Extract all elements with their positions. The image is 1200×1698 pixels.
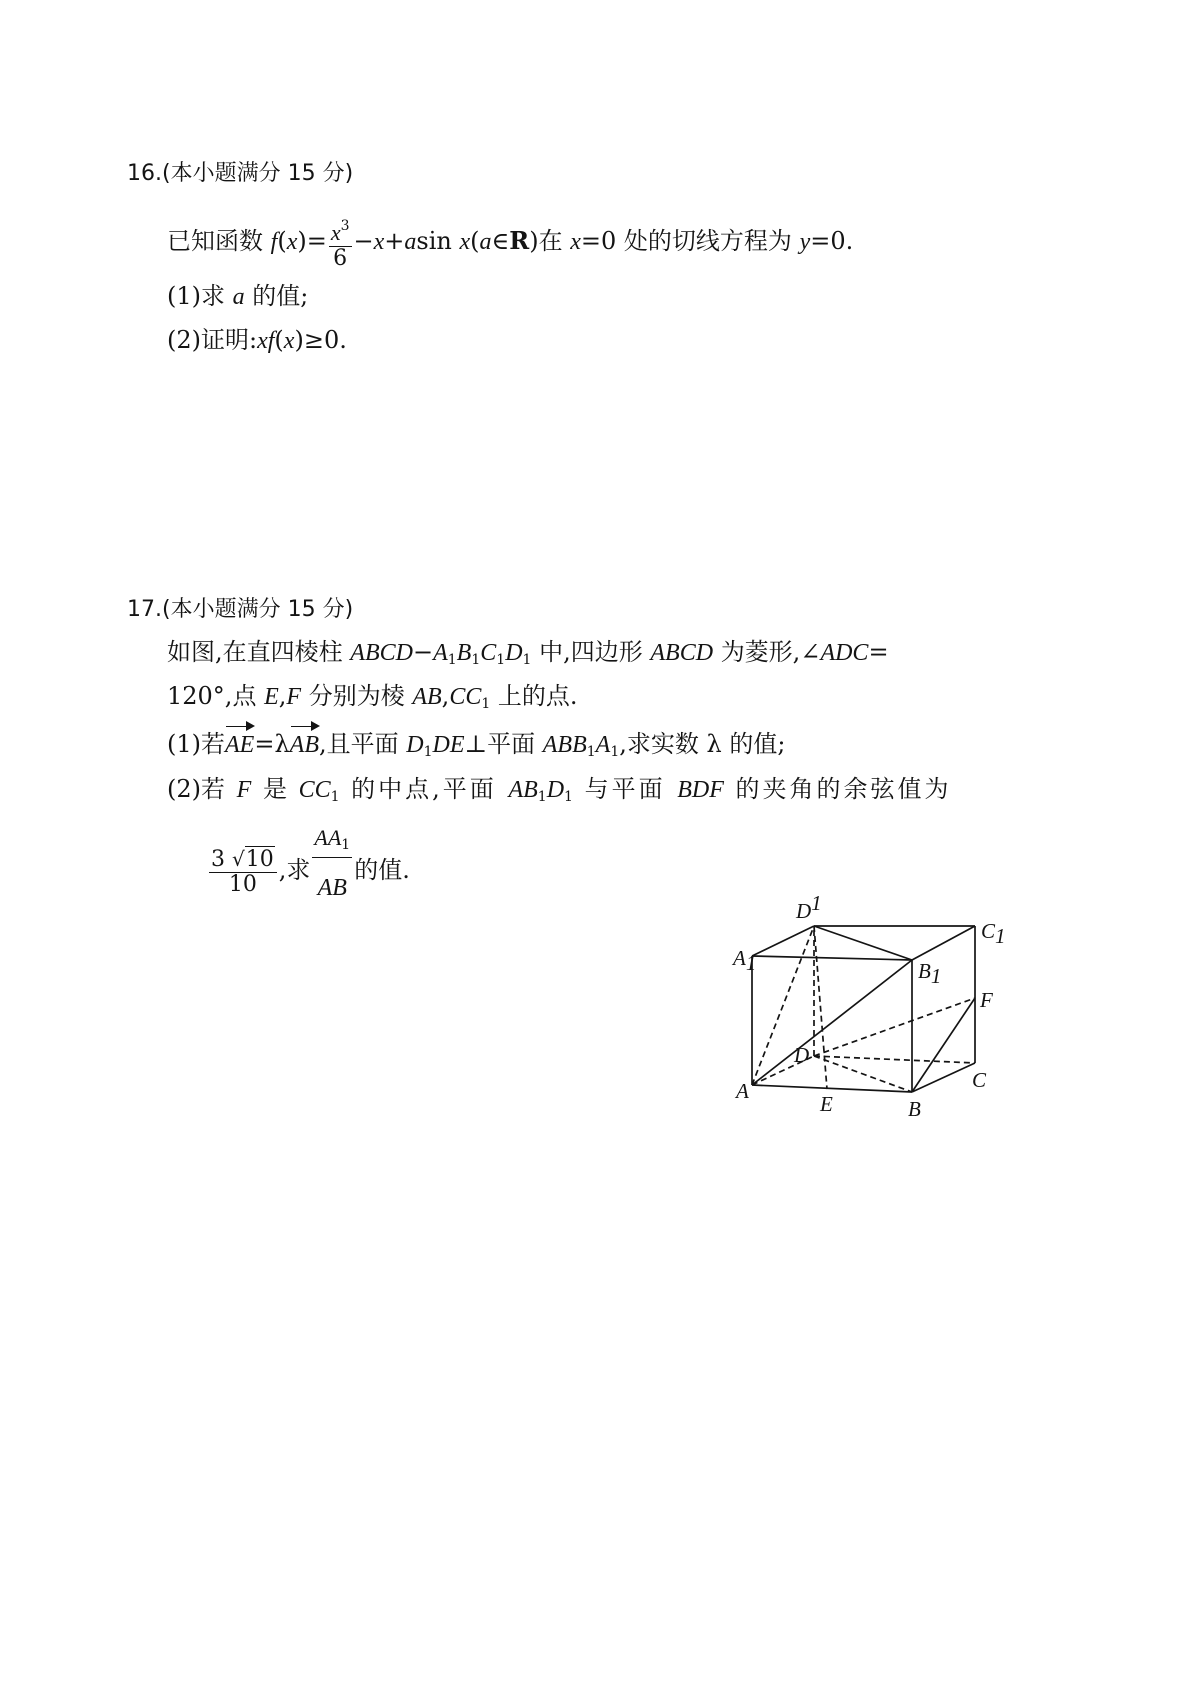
q16-number: 16. [127, 161, 162, 186]
label-F: F [980, 988, 993, 1012]
q16-func: f [270, 229, 278, 255]
q16-part1-var: a [232, 284, 245, 310]
q17-cos-num-3: 3 [211, 846, 225, 872]
q17-vector-AB: AB [290, 729, 319, 761]
sub-1: 1 [330, 789, 340, 805]
q17-comma2: , [441, 682, 450, 710]
q16-part1-suffix: 的值; [252, 282, 309, 310]
edge-D-C [814, 1056, 975, 1063]
q16-in: ∈ [491, 227, 510, 255]
q17-p2b: 是 [262, 775, 287, 803]
q17-p2g: 的值. [354, 856, 410, 884]
q17-CC: CC [449, 684, 482, 710]
q16-frac-num: x [330, 220, 341, 245]
q16-x0-eq: =0 处的切线方程为 [580, 227, 792, 255]
q16-part2-expr: xf [257, 328, 275, 354]
q17-number: 17. [127, 597, 162, 622]
edge-A-B1 [752, 960, 912, 1085]
label-C: C [972, 1068, 987, 1092]
q16-part2-suffix: ≥0. [303, 326, 347, 354]
q17-cos-num-sqrt: 10 [245, 846, 274, 872]
q16-frac-den: 6 [333, 246, 348, 271]
label-A1: A1 [733, 946, 757, 975]
q17-ratio-den: AB [317, 875, 347, 901]
q17-p1a: (1)若 [167, 730, 225, 758]
sub-1: 1 [586, 744, 596, 760]
q17-part-2: (2)若 F 是 $CC_1$ 的中点,平面 $AB_1D_1$ 与平面 BDF 的夹角的余弦值为 [167, 775, 952, 805]
q17-cos-fraction: $\frac{3 √10}{10}$ [209, 847, 277, 897]
q17-prism: ABCD [350, 640, 413, 666]
q17-F: F [286, 684, 302, 710]
q17-p1-eq: =λ [254, 730, 290, 758]
edge-D-F [814, 998, 975, 1056]
edge-D-B [814, 1056, 912, 1092]
q17-comma: , [278, 682, 287, 710]
q16-part-2: (2)证明:xf(x)≥0. [167, 326, 347, 354]
q17-l1d: = [868, 638, 889, 666]
q16-stem: 已知函数 f(x)= $\frac{x^3}{6}$ −x+asin x(a∈R)在 x=0 处的切线方程为 y=0. [167, 214, 853, 271]
q16-score-note: (本小题满分 15 分) [162, 161, 354, 186]
q17-p1c: ⊥平面 [464, 730, 536, 758]
q17-part-1: (1)若AE=λAB,且平面 $D_1DE\perp$平面 $ABB_1A_1$,求实数 λ 的值; [167, 730, 786, 760]
label-C1: C1 [981, 919, 1006, 948]
q17-p2f: ,求 [278, 856, 311, 884]
q17-D1DE: DE [432, 732, 465, 758]
sub-1: 1 [564, 789, 573, 805]
q17-l1c: 为菱形,∠ [720, 638, 821, 666]
q17-dash: − [412, 638, 434, 666]
q17-l2c: 上的点. [497, 682, 578, 710]
q17-p2a: (2)若 [167, 775, 225, 803]
q17-p2-F: F [236, 777, 252, 803]
label-B1: B1 [918, 959, 942, 988]
sub-1: 1 [496, 652, 506, 668]
edge-D1-E [814, 926, 827, 1089]
label-D: D [794, 1043, 810, 1067]
q17-rhombus: ABCD [650, 640, 714, 666]
q17-p1d: ,求实数 λ 的值; [619, 730, 786, 758]
label-E: E [820, 1092, 833, 1116]
q17-ABB1A1: ABB [542, 732, 587, 758]
q17-cos-den: 10 [228, 871, 257, 897]
q16-frac-sup: 3 [340, 218, 350, 234]
q17-p2e: 的夹角的余弦值为 [735, 775, 952, 803]
q17-l1b: 中,四边形 [539, 638, 643, 666]
q16-y-eq: =0. [810, 227, 854, 255]
q17-vector-AE: AE [225, 729, 254, 761]
q17-ratio-num: AA [314, 825, 342, 850]
q16-x0: x [570, 229, 581, 255]
q16-part2-prefix: (2)证明: [167, 326, 258, 354]
sub-1: 1 [341, 837, 351, 853]
q17-p2-CC: CC [298, 777, 331, 803]
sub-1: 1 [522, 652, 532, 668]
q16-param-close: )在 [529, 227, 563, 255]
edge-D1-B1 [814, 926, 912, 960]
q16-R: R [509, 226, 530, 255]
q16-minus: − [353, 227, 374, 255]
q16-var: x [286, 229, 298, 255]
q17-score-note: (本小题满分 15 分) [162, 597, 354, 622]
q17-p2-BDF: BDF [677, 777, 724, 803]
sub-1: 1 [481, 696, 491, 712]
sub-1: 1 [447, 652, 457, 668]
sub-1: 1 [423, 744, 433, 760]
q17-l2b: 分别为棱 [308, 682, 405, 710]
q17-E: E [264, 684, 279, 710]
q17-l2a: 120°,点 [167, 682, 257, 710]
q16-sin: sin [416, 227, 452, 255]
q16-param-open: ( [470, 227, 480, 255]
sub-1: 1 [610, 744, 620, 760]
sub-1: 1 [537, 789, 547, 805]
label-B: B [908, 1097, 921, 1121]
q16-stem-prefix: 已知函数 [167, 227, 263, 255]
label-D1: D1 [796, 891, 822, 923]
edge-C1-B1 [912, 926, 975, 960]
label-A: A [736, 1079, 749, 1103]
sub-1: 1 [471, 652, 481, 668]
q16-part1-prefix: (1)求 [167, 282, 225, 310]
q16-y: y [799, 229, 811, 255]
q16-a: a [404, 229, 417, 255]
q17-AB: AB [412, 684, 442, 710]
q17-angle: ADC [820, 640, 869, 666]
q17-p1b: ,且平面 [318, 730, 399, 758]
q17-l1a: 如图,在直四棱柱 [167, 638, 343, 666]
q17-p2d: 与平面 [584, 775, 666, 803]
q16-plus: + [384, 227, 405, 255]
q17-p2c: 的中点,平面 [351, 775, 497, 803]
q16-eq: = [306, 227, 327, 255]
q17-line-1: 如图,在直四棱柱 $ABCD-A_1B_1C_1D_1$ 中,四边形 ABCD 为菱形,∠ADC= [167, 638, 889, 668]
edge-A-B [752, 1085, 912, 1092]
q17-p2-AB1D1: AB [508, 777, 538, 803]
edge-A1-B1 [752, 956, 912, 960]
